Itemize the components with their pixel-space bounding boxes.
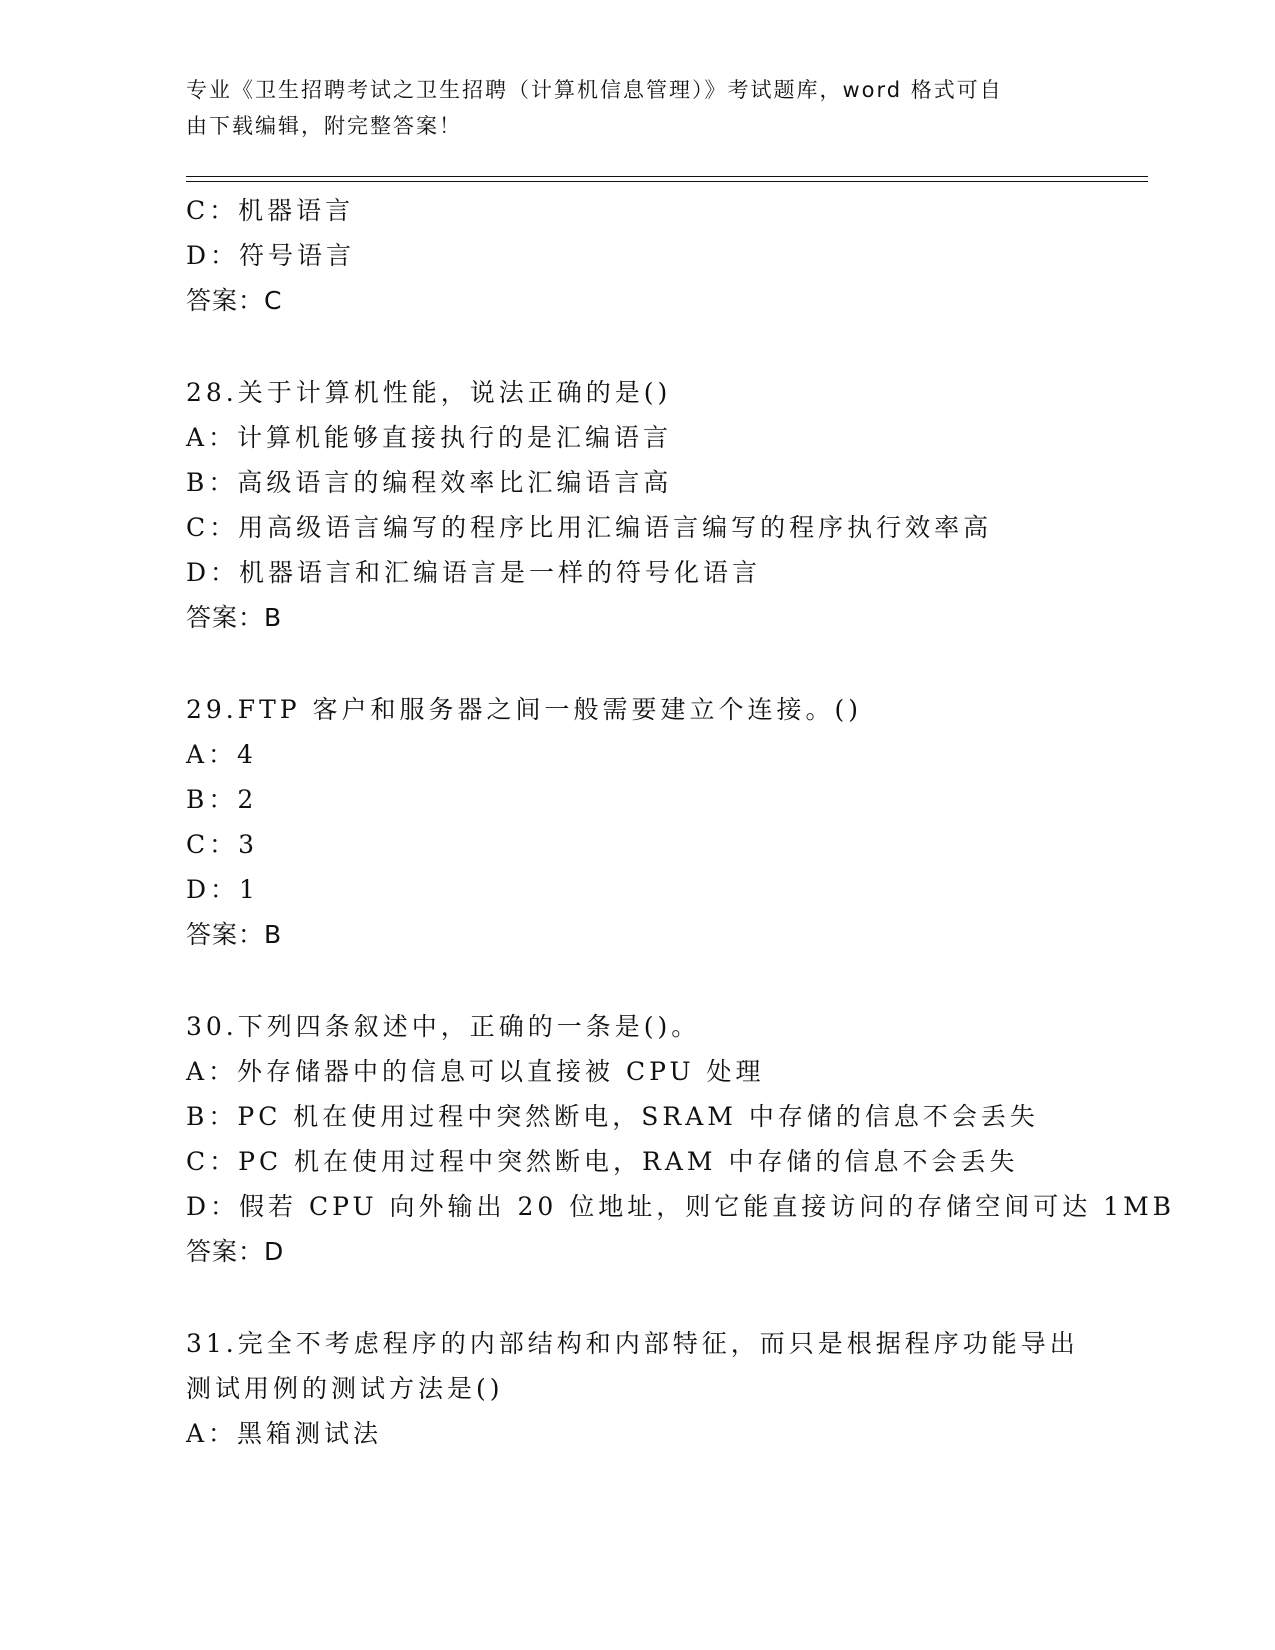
option-c: C：用高级语言编写的程序比用汇编语言编写的程序执行效率高 (186, 513, 993, 542)
option-b: B：2 (186, 785, 258, 814)
spacer (186, 957, 1136, 1004)
question-stem: 31.完全不考虑程序的内部结构和内部特征，而只是根据程序功能导出 (186, 1329, 1079, 1358)
option-a: A：4 (186, 740, 257, 769)
option-b: B：高级语言的编程效率比汇编语言高 (186, 468, 673, 497)
option-a: A：计算机能够直接执行的是汇编语言 (186, 423, 673, 452)
option-a: A：外存储器中的信息可以直接被 CPU 处理 (186, 1057, 765, 1086)
question-fragment (186, 188, 1136, 323)
option-c: C：PC 机在使用过程中突然断电，RAM 中存储的信息不会丢失 (186, 1147, 1019, 1176)
answer-line: 答案：C (186, 286, 283, 315)
answer-line: 答案：B (186, 603, 283, 632)
question-stem-continued: 测试用例的测试方法是() (186, 1374, 504, 1403)
spacer (186, 640, 1136, 687)
question-stem: 29.FTP 客户和服务器之间一般需要建立个连接。() (186, 695, 863, 724)
option-d: D：1 (186, 875, 259, 904)
answer-line: 答案：B (186, 920, 283, 949)
question-31 (186, 1321, 1136, 1456)
question-30 (186, 1004, 1176, 1274)
spacer (186, 323, 1136, 370)
document-header (186, 72, 1066, 144)
header-line-2: 由下载编辑，附完整答案！ (186, 114, 462, 138)
header-line-1: 专业《卫生招聘考试之卫生招聘（计算机信息管理）》考试题库，word 格式可自 (186, 78, 1003, 102)
option-d: D：假若 CPU 向外输出 20 位地址，则它能直接访问的存储空间可达 1MB (186, 1192, 1176, 1221)
spacer (186, 1274, 1136, 1321)
header-rule-top (186, 176, 1148, 177)
option-d: D：符号语言 (186, 241, 356, 270)
option-a: A：黑箱测试法 (186, 1419, 383, 1448)
question-stem: 30.下列四条叙述中，正确的一条是()。 (186, 1012, 701, 1041)
question-29 (186, 687, 1136, 957)
question-content (186, 188, 1176, 1456)
option-d: D：机器语言和汇编语言是一样的符号化语言 (186, 558, 762, 587)
question-stem: 28.关于计算机性能，说法正确的是() (186, 378, 672, 407)
option-b: B：PC 机在使用过程中突然断电，SRAM 中存储的信息不会丢失 (186, 1102, 1039, 1131)
answer-line: 答案：D (186, 1237, 285, 1266)
header-rule-bottom (186, 181, 1148, 182)
option-c: C：机器语言 (186, 196, 355, 225)
option-c: C：3 (186, 830, 259, 859)
question-28 (186, 370, 1136, 640)
